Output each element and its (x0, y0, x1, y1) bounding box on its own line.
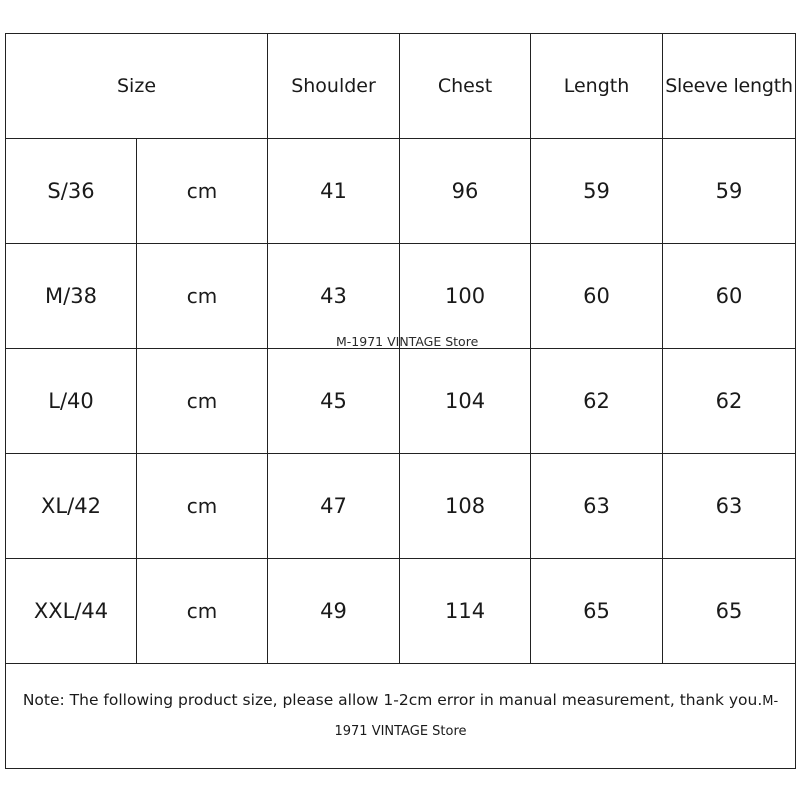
table-row (6, 139, 796, 244)
sleeve-length-cell: 63 (663, 454, 796, 559)
unit-cell: cm (137, 349, 268, 454)
chest-cell: 108 (400, 454, 531, 559)
shoulder-header: Shoulder (268, 34, 400, 139)
sleeve-length-cell: 60 (663, 244, 796, 349)
measurement-note (6, 664, 796, 769)
table-row (6, 559, 796, 664)
length-cell: 62 (531, 349, 663, 454)
table-row (6, 454, 796, 559)
table-header-row (6, 34, 796, 139)
note-row (6, 664, 796, 769)
size-cell: XL/42 (6, 454, 137, 559)
shoulder-cell: 41 (268, 139, 400, 244)
size-cell: L/40 (6, 349, 137, 454)
length-header: Length (531, 34, 663, 139)
size-cell: S/36 (6, 139, 137, 244)
sleeve-length-cell: 59 (663, 139, 796, 244)
length-cell: 59 (531, 139, 663, 244)
length-cell: 65 (531, 559, 663, 664)
sleeve-length-cell: 65 (663, 559, 796, 664)
shoulder-cell: 45 (268, 349, 400, 454)
chest-cell: 96 (400, 139, 531, 244)
length-cell: 63 (531, 454, 663, 559)
size-header: Size (6, 34, 268, 139)
shoulder-cell: 47 (268, 454, 400, 559)
unit-cell: cm (137, 139, 268, 244)
table-row (6, 244, 796, 349)
sleeve-length-header: Sleeve length (663, 34, 796, 139)
shoulder-cell: 43 (268, 244, 400, 349)
unit-cell: cm (137, 454, 268, 559)
note-text: Note: The following product size, please allow 1-2cm error in manual measurement, thank you. (22, 691, 763, 709)
chest-cell: 114 (400, 559, 531, 664)
chest-cell: 104 (400, 349, 531, 454)
length-cell: 60 (531, 244, 663, 349)
chest-header: Chest (400, 34, 531, 139)
table-row (6, 349, 796, 454)
note-store-name: M-1971 VINTAGE Store (334, 694, 779, 739)
sleeve-length-cell: 62 (663, 349, 796, 454)
chest-cell: 100 (400, 244, 531, 349)
size-cell: M/38 (6, 244, 137, 349)
unit-cell: cm (137, 244, 268, 349)
size-cell: XXL/44 (6, 559, 137, 664)
size-chart-table (5, 33, 796, 769)
unit-cell: cm (137, 559, 268, 664)
store-watermark: M-1971 VINTAGE Store (336, 334, 479, 349)
shoulder-cell: 49 (268, 559, 400, 664)
